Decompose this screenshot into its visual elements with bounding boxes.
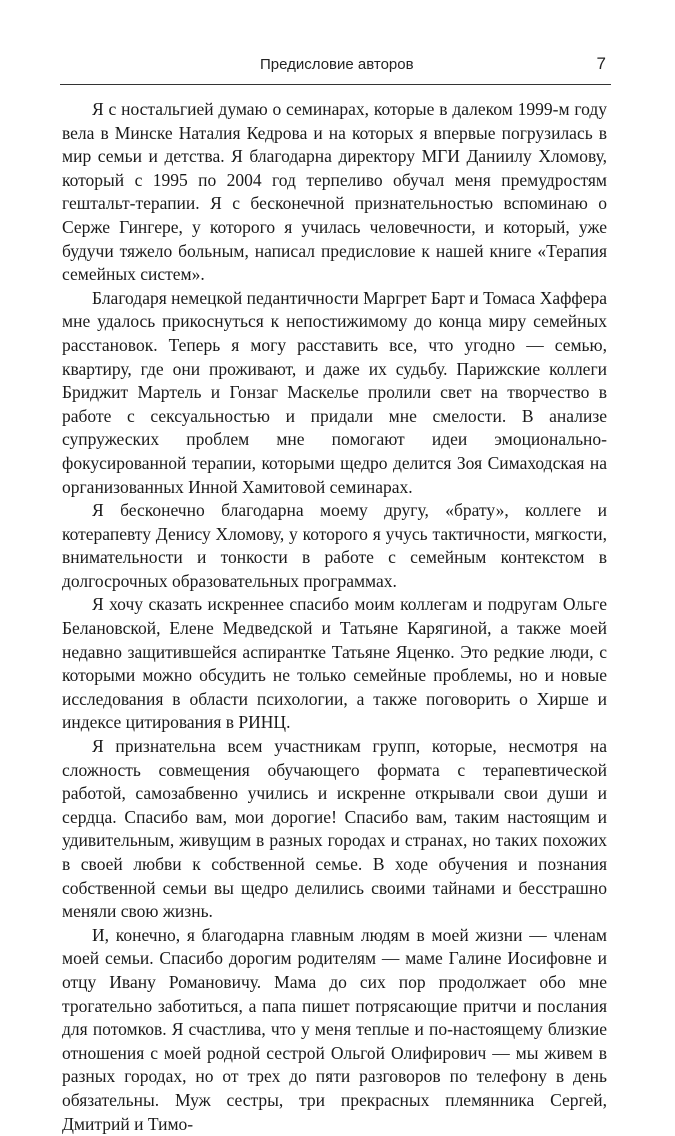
paragraph: Благодаря немецкой педантичности Маргрет Барт и Томаса Хаффера мне удалось прикоснуться к непостижимому до конца миру семейных расстановок. Теперь я могу расставить все, что угодно — семью, квартиру, где они проживают, и даже их судьбу. Парижские коллеги Бриджит Мартель и Гонзаг Маскелье пролили свет на творчество в работе с сексуальностью и придали мне смелости. В анализе супружеских проблем мне помогают идеи эмоционально-фокусированной терапии, которыми щедро делится Зоя Симаходская на организованных Инной Хамитовой семинарах. [62,287,607,497]
paragraph: Я признательна всем участникам групп, которые, несмотря на сложность совмещения обучающего формата с терапевтической работой, самозабвенно учились и искренне открывали свои души и сердца. Спасибо вам, мои дорогие! Спасибо вам, таким настоящим и удивительным, живущим в разных городах и странах, но таких похожих в своей любви к собственной семье. В ходе обучения и познания собственной семьи вы щедро делились своими тайнами и бесстрашно меняли свою жизнь. [62,736,607,922]
page-number: 7 [596,54,606,73]
paragraph: И, конечно, я благодарна главным людям в моей жизни — членам моей семьи. Спасибо дорогим родителям — маме Галине Иосифовне и отцу Ивану Романовичу. Мама до сих пор продолжает обо мне трогательно заботиться, а папа пишет потрясающие притчи и послания для потомков. Я счастлива, что у меня теплые и по-настоящему близкие отношения с моей родной сестрой Ольгой Олифирович — мы живем в разных городах, но от трех до пяти разговоров по телефону в день обязательны. Муж сестры, три прекрасных племянника Сергей, Дмитрий и Тимо- [62,924,607,1134]
header-title: Предисловие авторов [260,56,414,73]
header-rule [60,84,611,85]
paragraph: Я с ностальгией думаю о семинарах, которые в далеком 1999-м году вела в Минске Наталия Кедрова и на которых я впервые погрузилась в мир семьи и детства. Я благодарна директору МГИ Даниилу Хломову, который с 1995 по 2004 год терпеливо обучал меня премудростям гештальт-терапии. Я с бесконечной признательностью вспоминаю о Серже Гингере, у которого я училась человечности, и который, уже будучи тяжело больным, написал предисловие к нашей книге «Терапия семейных систем». [62,99,607,285]
paragraph: Я бесконечно благодарна моему другу, «брату», коллеге и котерапевту Денису Хломову, у которого я учусь тактичности, мягкости, внимательности и тонкости в работе с семейным контекстом в долгосрочных образовательных программах. [62,500,607,591]
paragraph: Я хочу сказать искреннее спасибо моим коллегам и подругам Ольге Белановской, Елене Медведской и Татьяне Карягиной, а также моей недавно защитившейся аспирантке Татьяне Яценко. Это редкие люди, с которыми можно обсудить не только семейные проблемы, но и новые исследования в области психологии, а также поговорить о Хирше и индексе цитирования в РИНЦ. [62,594,607,733]
body-text [62,98,607,1136]
running-header [60,52,608,80]
